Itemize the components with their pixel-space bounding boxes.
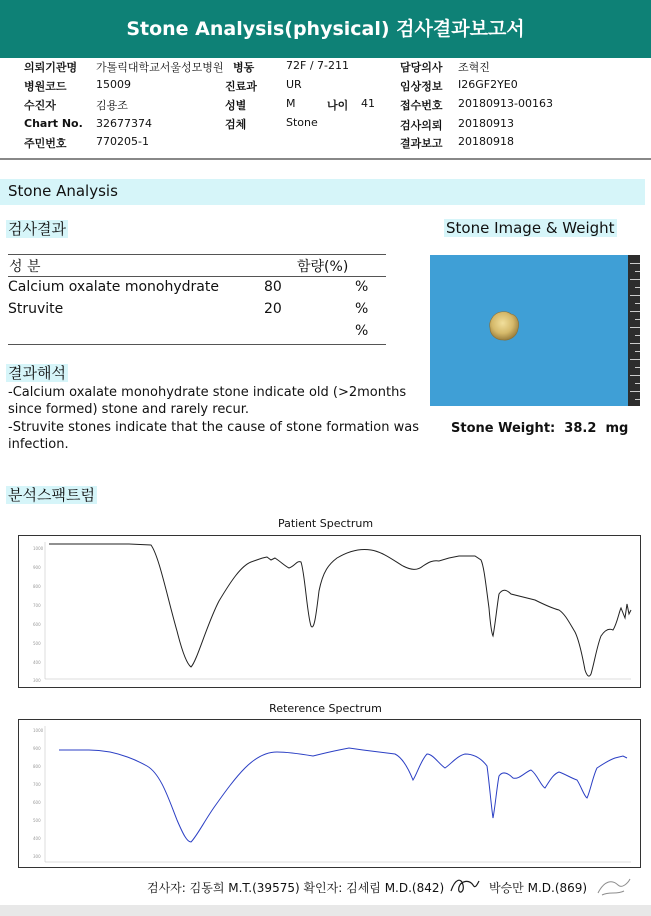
hospital-code-label: 병원코드: [24, 80, 67, 93]
col-content: 함량(%): [297, 259, 349, 275]
stone-icon: [430, 255, 640, 406]
svg-text:700: 700: [33, 782, 41, 787]
table-bottom-line: [8, 344, 386, 345]
bottom-band: [0, 905, 651, 916]
stone-analysis-heading: Stone Analysis: [8, 182, 118, 200]
ward-label: 병동: [233, 61, 255, 74]
age-value: 41: [361, 97, 375, 110]
chart-label: Chart No.: [24, 117, 83, 130]
svg-text:1000: 1000: [33, 728, 44, 733]
interpretation-line-2: -Struvite stones indicate that the cause of stone formation was infection.: [8, 420, 419, 452]
signature-icon: [447, 873, 483, 897]
scale-ruler: [628, 255, 640, 406]
institution-label: 의뢰기관명: [24, 61, 78, 74]
row-unit: %: [355, 279, 369, 295]
row-name: Struvite: [8, 301, 64, 317]
chart-value: 32677374: [96, 117, 152, 130]
table-top-line: [8, 254, 386, 255]
hospital-code-value: 15009: [96, 78, 131, 91]
stone-weight-value: 38.2: [564, 421, 597, 436]
institution-value: 가톨릭대학교서울성모병원: [96, 61, 224, 74]
ward-value: 72F / 7-211: [286, 59, 349, 72]
interpretation-line-1: -Calcium oxalate monohydrate stone indicate old (>2months since formed) stone and rarely recur.: [8, 385, 407, 417]
sex-value: M: [286, 97, 296, 110]
signature-footer: [0, 871, 651, 901]
report-value: 20180918: [458, 135, 514, 148]
collector-value: 김용조: [96, 99, 128, 112]
svg-text:400: 400: [33, 836, 41, 841]
svg-text:300: 300: [33, 854, 41, 859]
id-label: 주민번호: [24, 137, 67, 150]
info-divider: [0, 158, 651, 160]
svg-text:600: 600: [33, 800, 41, 805]
svg-text:400: 400: [33, 660, 41, 665]
patient-spectrum-line: [49, 544, 631, 676]
svg-text:600: 600: [33, 622, 41, 627]
svg-text:700: 700: [33, 603, 41, 608]
request-label: 검사의뢰: [400, 119, 443, 132]
stamp-icon: [594, 873, 634, 899]
svg-text:500: 500: [33, 818, 41, 823]
collector-label: 수진자: [24, 99, 56, 112]
dept-label: 진료과: [225, 80, 257, 93]
sex-label: 성별: [225, 99, 247, 112]
receipt-value: 20180913-00163: [458, 97, 553, 110]
id-value: 770205-1: [96, 135, 149, 148]
age-label: 나이: [327, 99, 349, 112]
request-value: 20180913: [458, 117, 514, 130]
stone-analysis-band: [0, 179, 645, 205]
doctor-value: 조혁진: [458, 61, 490, 74]
table-header-line: [8, 276, 386, 277]
receipt-label: 접수번호: [400, 99, 443, 112]
interpretation-heading: 결과해석: [8, 364, 66, 382]
footer-testers: 검사자: 김동희 M.T.(39575) 확인자: 김세림 M.D.(842): [147, 881, 445, 895]
clinical-info-label: 임상정보: [400, 80, 443, 93]
dept-value: UR: [286, 78, 302, 91]
svg-text:800: 800: [33, 584, 41, 589]
image-weight-heading: Stone Image & Weight: [446, 219, 615, 237]
result-heading: 검사결과: [8, 220, 66, 238]
col-component: 성 분: [9, 259, 41, 275]
reference-spectrum-title: Reterence Spectrum: [269, 702, 382, 715]
reference-spectrum-chart: [18, 719, 641, 868]
stone-weight: Stone Weight: 38.2 mg: [451, 421, 629, 436]
row-unit: %: [355, 323, 369, 339]
row-name: Calcium oxalate monohydrate: [8, 279, 219, 295]
specimen-label: 검체: [225, 118, 247, 131]
page-title: Stone Analysis(physical) 검사결과보고서: [126, 18, 525, 40]
footer-confirmer: 박승만 M.D.(869): [489, 881, 588, 895]
svg-text:900: 900: [33, 746, 41, 751]
title-bar: [0, 0, 651, 58]
report-label: 결과보고: [400, 137, 443, 150]
clinical-info-value: I26GF2YE0: [458, 78, 518, 91]
row-value: 80: [264, 279, 282, 295]
svg-text:900: 900: [33, 565, 41, 570]
doctor-label: 담당의사: [400, 61, 443, 74]
svg-text:1000: 1000: [33, 546, 44, 551]
reference-spectrum-line: [59, 748, 627, 842]
specimen-value: Stone: [286, 116, 318, 129]
patient-spectrum-title: Patient Spectrum: [277, 517, 374, 530]
spectrum-heading: 분석스팩트럼: [8, 486, 95, 504]
row-value: 20: [264, 301, 282, 317]
stone-photo: [430, 255, 640, 406]
row-unit: %: [355, 301, 369, 317]
patient-spectrum-chart: [18, 535, 641, 688]
svg-text:800: 800: [33, 764, 41, 769]
stone-weight-unit: mg: [605, 421, 629, 436]
svg-text:300: 300: [33, 678, 41, 683]
svg-text:500: 500: [33, 641, 41, 646]
